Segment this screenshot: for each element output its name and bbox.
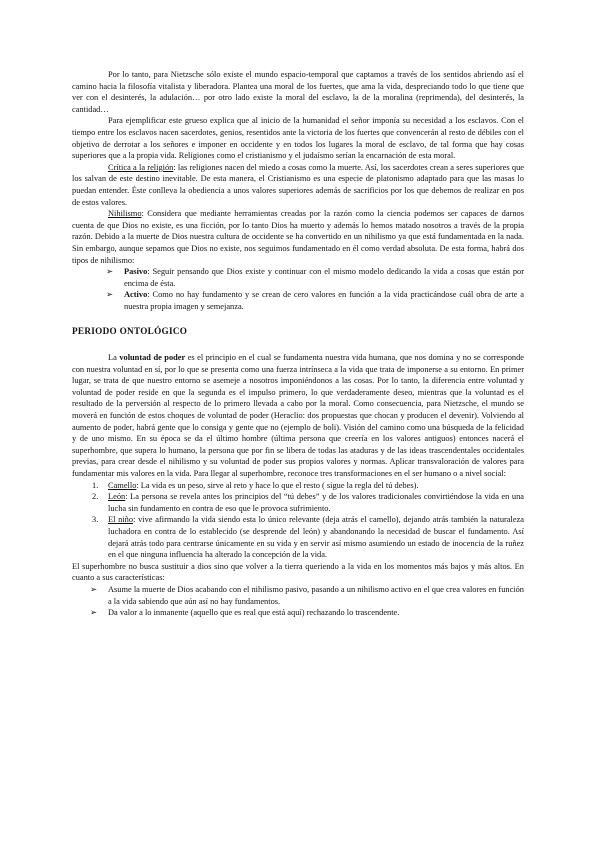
list-item (92, 514, 525, 560)
list-item (90, 607, 524, 619)
arrow-bullet-icon: ➢ (90, 608, 98, 618)
item-number: 1. (92, 480, 99, 490)
characteristic-text: Da valor a lo inmanente (aquello que es real que está aquí) rechazando lo trascendente. (108, 608, 400, 618)
will-to-power-text: es el principio en el cual se fundamenta nuestra vida humana, que nos domina y no se corresponde con nuestra voluntad en sí, por lo que se presenta como una fuerza intrínseca a la vida que trata de imponerse a su entorno. En primer lugar, se trata de que nuestro entorno se asemeje a nosotros imponiéndonos a las cosas. Por lo tanto, la diferencia entre voluntad y voluntad de poder reside en que la segunda es el impulso primero, lo que verdaderamente deseo, mientras que la voluntad es el resultado de la perversión al respecto de lo primero llevada a cabo por la moral. Como consecuencia, para Nietzsche, el mundo se moverá en función de estos choques de voluntad de poder (Heraclio: dos propuestas que chocan y producen el devenir). Volviendo al aumento de poder, habrá gente que lo consiga y gente que no (ejemplo de boli). Visión del camino como una búsqueda de la felicidad y de uno mismo. En su época se da el último hombre (última persona que creería en los valores antiguos) entonces nacerá el superhombre, que supera lo humano, la persona que por fin se libera de todas las ataduras y de las ideas trascendentales occidentales previas, para crear desde el nihilismo y su voluntad de poder sus propios valores y normas. Aplicar transvaloración de valores para fundamentar mis valores en la vida. Para llegar al superhombre, reconoce tres transformaciones en el ser humano o a nivel social: (72, 353, 524, 478)
paragraph-slave-morality: Para ejemplificar este grueso explica que al inicio de la humanidad el señor imponía su necesidad a los esclavos. Con el tiempo entre los esclavos nacen sacerdotes, genios, resentidos ante la victoria de los fuertes que convencerán al resto de débiles con el objetivo de derrotar a los señores e imponer en occidente y en todos los lugares la moral de esclavo, de tal forma que hay cosas superiores que a la propia vida. Religiones como el cristianismo y el judaísmo serían la encarnación de esta moral. (72, 116, 524, 161)
paragraph-superman: El superhombre no busca sustituir a dios sino que volver a la tierra queriendo a la vida en los momentos más bajos y más altos. En cuanto a sus características: (72, 561, 524, 583)
lion-text: : La persona se revela antes los principios del “tú debes” y de los valores tradicionales convirtiéndose la vida en una lucha sin fundamento en contra de eso que le provoca sufrimiento. (108, 492, 524, 513)
active-text: : Como no hay fundamento y se crean de cero valores en función a la vida practicándose cuál obra de arte a nuestra propia imagen y semejanza. (124, 290, 524, 311)
list-item (92, 491, 524, 514)
arrow-bullet-icon: ➢ (106, 290, 114, 300)
characteristics-list (72, 584, 524, 619)
list-item (106, 289, 524, 312)
list-item (90, 584, 524, 607)
nihilism-text: : Considera que mediante herramientas creadas por la razón como la ciencia podemos ser capaces de darnos cuenta de que Dios no existe, es una ficción, por lo tanto Dios ha muerto y además lo hemos matado nosotros a través de la propia razón. Debido a la muerte de Dios nuestra cultura de occidente se ha convertido en un nihilismo ya que está fundamentada en la nada. Sin embargo, aunque sepamos que Dios no existe, nos seguimos fundamentado en él como verdad absoluta. De esta forma, habrá dos tipos de nihilismo: (72, 209, 524, 265)
nihilism-types-list (72, 266, 524, 312)
religion-critique-label: Crítica a la religión (108, 162, 174, 172)
child-text: : vive afirmando la vida siendo esta lo único relevante (deja atrás el camello), dejando atrás también la naturaleza luchadora en contra de lo establecido (se desprende del león) y abandonando la necesidad de buscar el fundamento. Así dejará atrás todo para centrarse únicamente en su vida y en servir así mismo asumiendo un estado de inocencia de la ruñez en el que ninguna influencia ha alterado la concepción de la vida. (108, 515, 525, 560)
paragraph-nihilism (72, 208, 524, 266)
paragraph-will-to-power (72, 352, 524, 480)
will-to-power-term: voluntad de poder (119, 353, 186, 363)
will-to-power-pre: La (108, 353, 120, 363)
passive-label: Pasivo (124, 267, 148, 277)
section-heading: PERIODO ONTOLÓGICO (72, 326, 188, 337)
list-item (106, 266, 524, 289)
item-number: 3. (92, 515, 99, 525)
list-item (92, 480, 524, 492)
document-page (72, 69, 524, 619)
characteristic-text: Asume la muerte de Dios acabando con el nihilismo pasivo, pasando a un nihilismo activo en el que crea valores en función a la vida sabiendo que aún así no hay fundamentos. (108, 584, 524, 606)
camel-label: Camello (108, 480, 137, 490)
passive-text: : Seguir pensando que Dios existe y continuar con el mismo modelo dedicando la vida a cosas que están por encima de ésta. (124, 267, 524, 288)
camel-text: : La vida es un peso, sirve al reto y hace lo que el resto ( sigue la regla del tú debes). (136, 480, 419, 490)
active-label: Activo (124, 290, 148, 300)
transformations-list (72, 480, 524, 561)
paragraph-nietzsche-world: Por lo tanto, para Nietzsche sólo existe el mundo espacio-temporal que captamos a través de los sentidos abriendo así el camino hacia la filosofía vitalista y liberadora. Plantea una moral de los fuertes, que ama la vida, despreciando todo lo que tiene que ver con el desinterés, la adulación… por otro lado existe la moral del esclavo, la de la moralina (reprimenda), del desinterés, la cantidad… (72, 70, 524, 114)
item-number: 2. (92, 492, 99, 502)
lion-label: León (108, 492, 126, 502)
paragraph-religion-critique (72, 162, 524, 208)
nihilism-label: Nihilismo (108, 209, 142, 219)
arrow-bullet-icon: ➢ (106, 267, 114, 277)
religion-critique-text: : las religiones nacen del miedo a cosas como la muerte. Así, los sacerdotes crean a seres superiores que los salvan de este destino inevitable. De esta manera, el Cristianismo es una especie de platonismo adaptado para que las masas lo puedan entender. Éste conlleva la obediencia a unos valores superiores además de sacrificios por los que debemos de realizar en pos de estos valores. (72, 162, 524, 207)
arrow-bullet-icon: ➢ (90, 584, 98, 594)
child-label: El niño (108, 515, 134, 525)
